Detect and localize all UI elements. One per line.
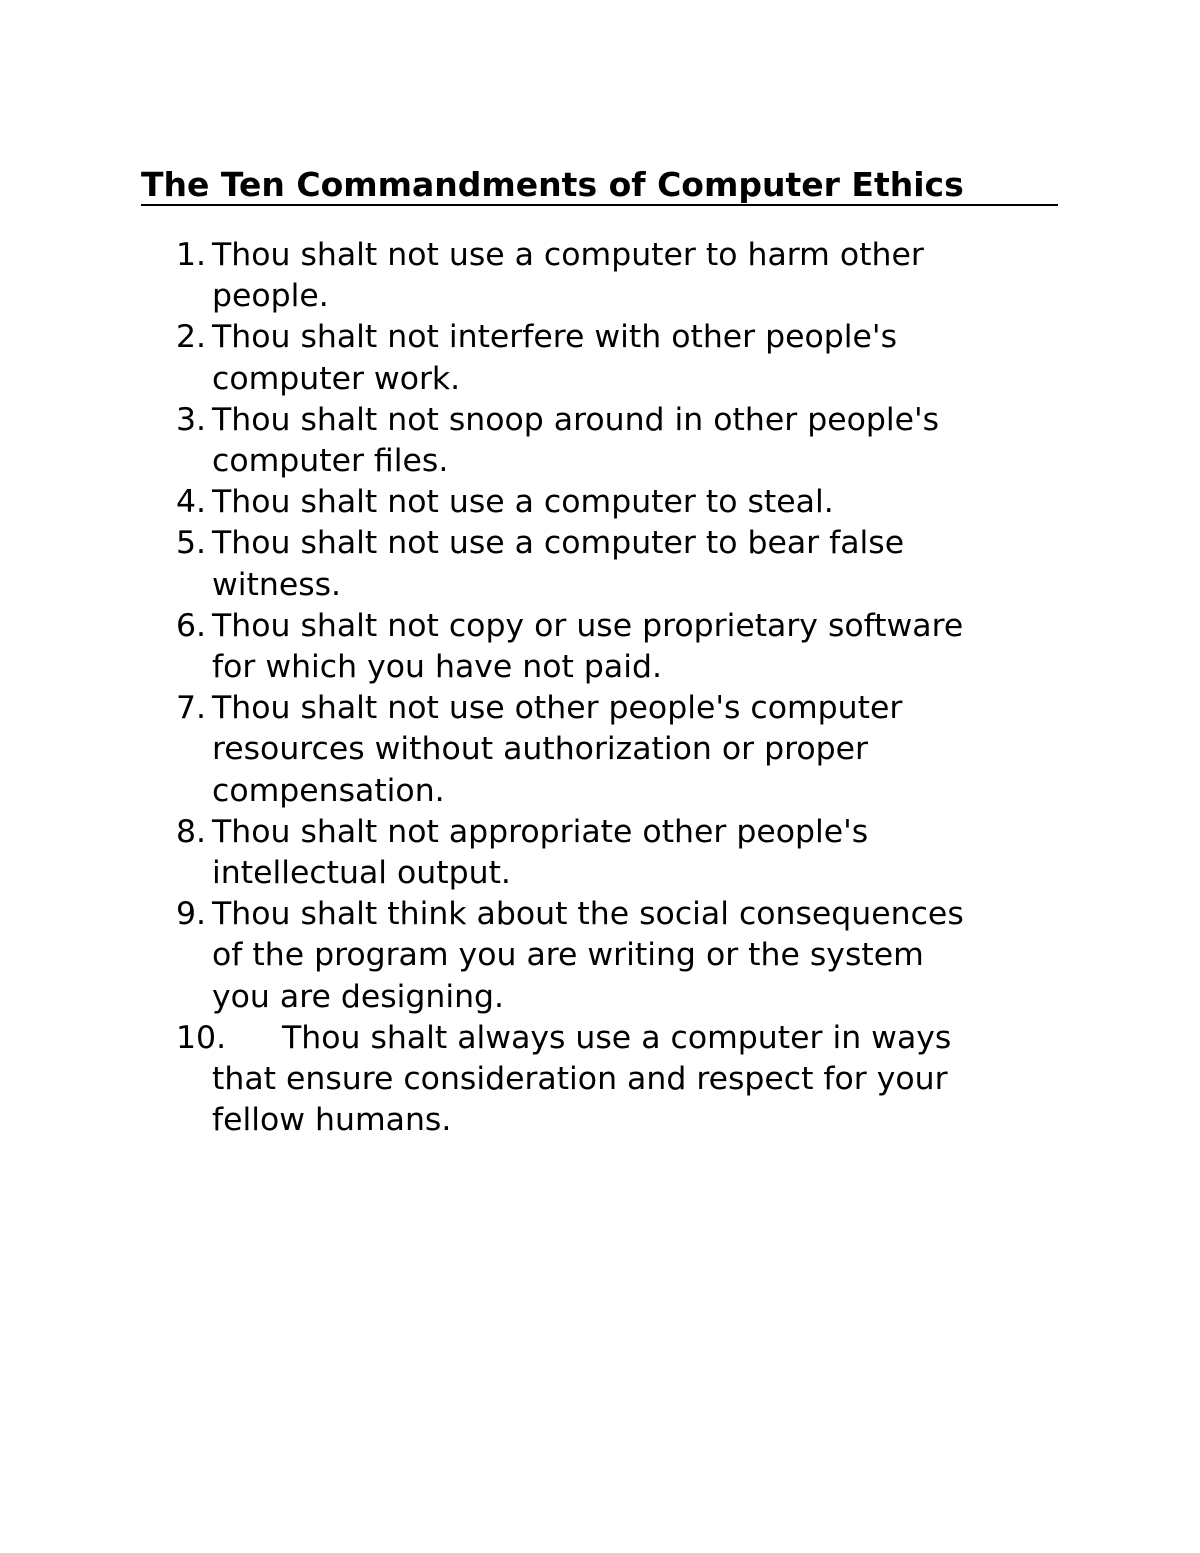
item-number: 4. — [176, 484, 207, 521]
list-item — [176, 606, 1066, 688]
item-text-line: people. — [212, 278, 329, 315]
item-text-line: Thou shalt not copy or use proprietary software — [212, 607, 964, 644]
item-text-line: Thou shalt not appropriate other people's — [212, 813, 869, 850]
item-text-line: you are designing. — [212, 978, 505, 1015]
item-text-line: Thou shalt always use a computer in ways — [282, 1019, 952, 1056]
item-number: 8. — [176, 813, 207, 850]
item-number: 3. — [176, 401, 207, 438]
item-number: 10. — [176, 1019, 227, 1056]
list-item — [176, 1018, 1066, 1142]
commandments-list — [176, 235, 1066, 1141]
item-number: 1. — [176, 237, 207, 273]
item-number: 6. — [176, 607, 207, 644]
list-item — [176, 482, 1066, 523]
list-item — [176, 400, 1066, 482]
item-number: 2. — [176, 319, 207, 356]
item-text-line: Thou shalt think about the social consequences — [212, 896, 964, 933]
item-text-line: Thou shalt not use other people's computer — [212, 690, 903, 727]
item-text-line: Thou shalt not use a computer to harm other — [212, 237, 924, 273]
list-item — [176, 235, 1066, 317]
item-text-line: Thou shalt not use a computer to steal. — [212, 484, 834, 521]
list-item — [176, 812, 1066, 894]
item-text-line: witness. — [212, 566, 342, 603]
item-text-line: of the program you are writing or the system — [212, 937, 924, 974]
item-text-line: that ensure consideration and respect for your — [212, 1061, 948, 1098]
item-text-line: Thou shalt not interfere with other people's — [212, 319, 897, 356]
item-text-line: fellow humans. — [212, 1102, 452, 1139]
list-item — [176, 894, 1066, 1018]
item-text-line: intellectual output. — [212, 855, 511, 892]
item-text-line: Thou shalt not use a computer to bear false — [212, 525, 905, 562]
item-text-line: computer files. — [212, 443, 449, 480]
list-item — [176, 688, 1066, 812]
item-text-line: for which you have not paid. — [212, 649, 662, 686]
item-text-line: resources without authorization or proper — [212, 731, 868, 768]
item-number: 5. — [176, 525, 207, 562]
item-number: 9. — [176, 896, 207, 933]
list-item — [176, 523, 1066, 605]
item-text-line: computer work. — [212, 360, 461, 397]
document-title: The Ten Commandments of Computer Ethics — [141, 163, 1058, 206]
item-text-line: Thou shalt not snoop around in other people's — [212, 401, 940, 438]
item-number: 7. — [176, 690, 207, 727]
list-item — [176, 317, 1066, 399]
item-text-line: compensation. — [212, 772, 445, 809]
